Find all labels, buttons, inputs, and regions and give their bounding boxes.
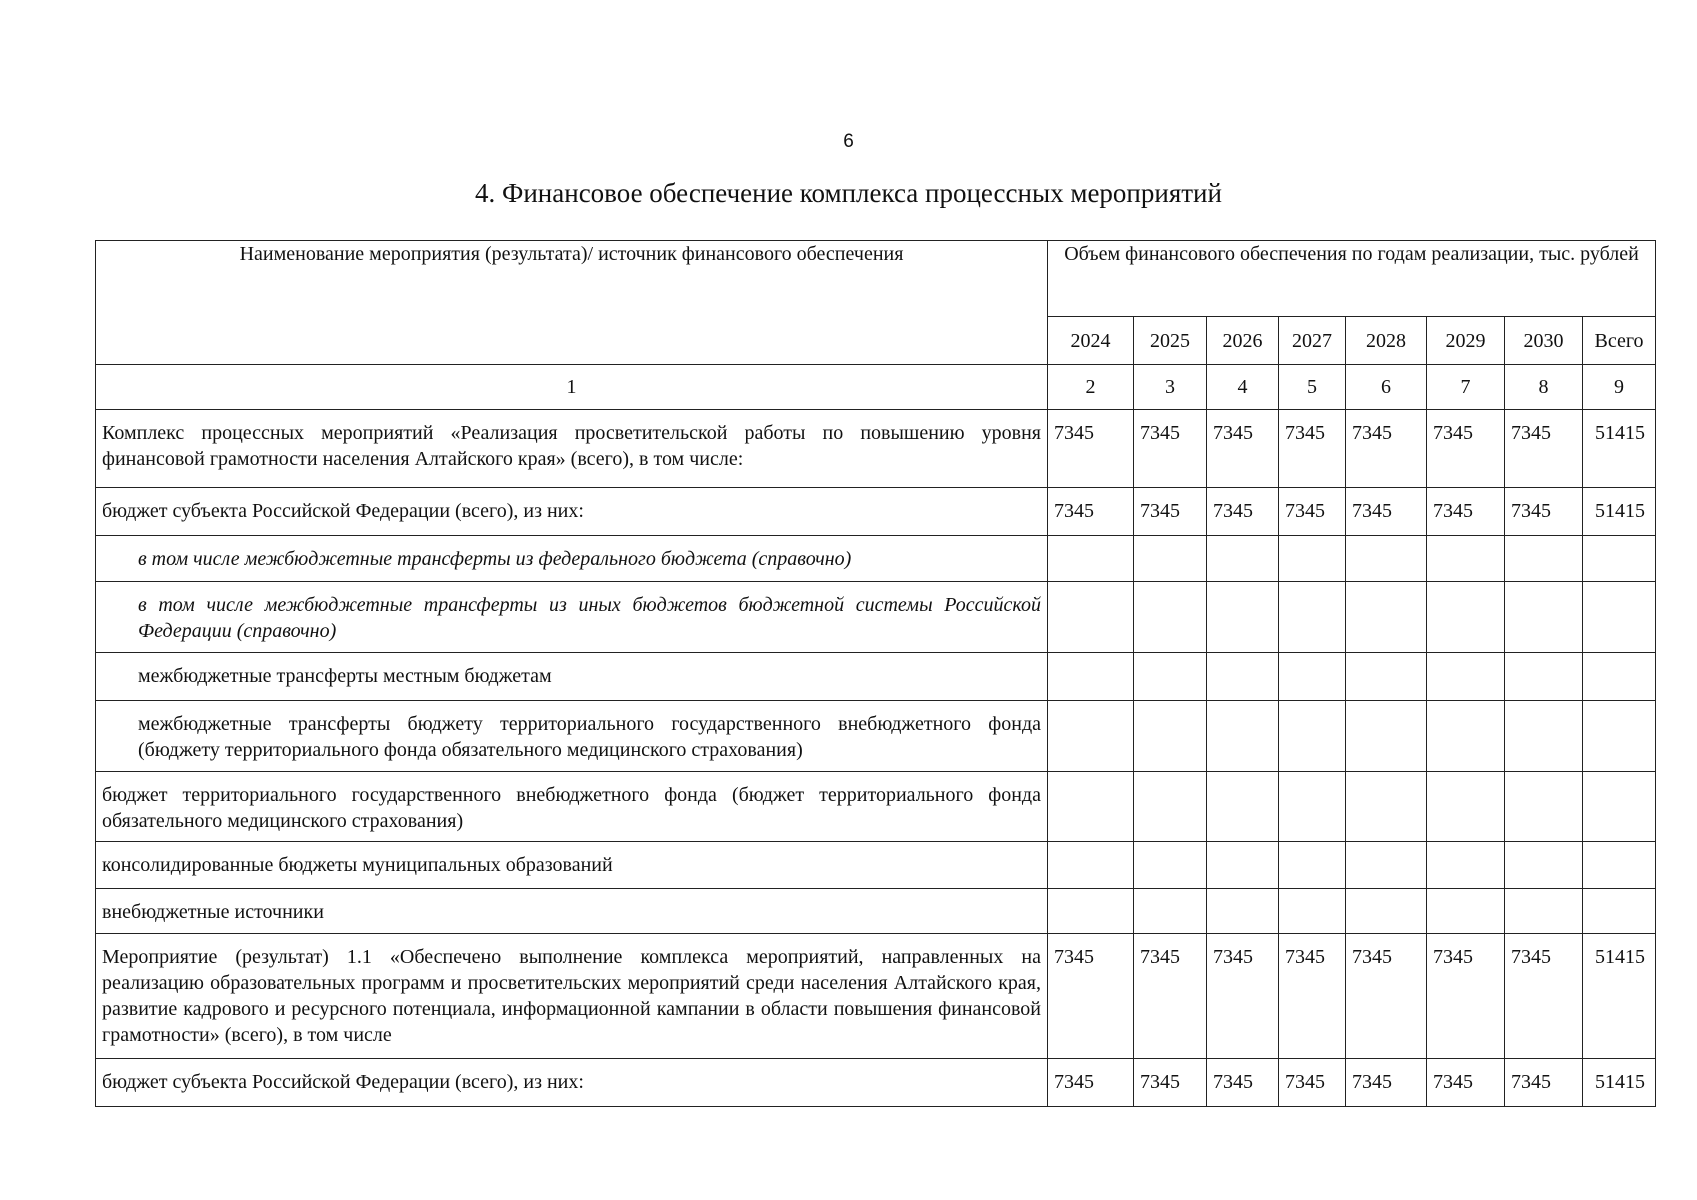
column-number: 7 — [1427, 365, 1505, 410]
row-name-cell: межбюджетные трансферты бюджету территориального государственного внебюджетного фонда (бюджету территориального фонда обязательного медицинского страхования) — [96, 701, 1048, 772]
table-row — [96, 582, 1656, 653]
year-value-cell — [1207, 772, 1279, 842]
year-value-cell: 7345 — [1505, 488, 1583, 536]
year-value-cell — [1207, 653, 1279, 701]
year-value-cell — [1134, 842, 1207, 889]
year-value-cell: 7345 — [1427, 488, 1505, 536]
year-value-cell: 7345 — [1505, 934, 1583, 1059]
year-value-cell — [1279, 842, 1346, 889]
year-header: 2027 — [1279, 317, 1346, 365]
year-value-cell — [1346, 772, 1427, 842]
year-value-cell — [1427, 582, 1505, 653]
table-row — [96, 842, 1656, 889]
row-name-cell: в том числе межбюджетные трансферты из иных бюджетов бюджетной системы Российской Федерации (справочно) — [96, 582, 1048, 653]
year-value-cell — [1505, 889, 1583, 934]
year-value-cell: 7345 — [1346, 934, 1427, 1059]
year-value-cell — [1346, 842, 1427, 889]
year-value-cell — [1048, 536, 1134, 582]
year-value-cell — [1207, 842, 1279, 889]
year-value-cell — [1505, 582, 1583, 653]
year-value-cell — [1505, 701, 1583, 772]
year-value-cell — [1427, 701, 1505, 772]
year-value-cell: 7345 — [1346, 410, 1427, 488]
table-row — [96, 772, 1656, 842]
year-value-cell — [1505, 536, 1583, 582]
table-row — [96, 701, 1656, 772]
year-value-cell: 7345 — [1279, 1059, 1346, 1107]
year-value-cell: 7345 — [1279, 934, 1346, 1059]
column-number: 3 — [1134, 365, 1207, 410]
year-value-cell: 7345 — [1048, 488, 1134, 536]
year-value-cell: 7345 — [1048, 410, 1134, 488]
total-value-cell: 51415 — [1583, 410, 1656, 488]
row-name-cell: бюджет субъекта Российской Федерации (всего), из них: — [96, 1059, 1048, 1107]
year-value-cell — [1134, 889, 1207, 934]
year-value-cell: 7345 — [1207, 488, 1279, 536]
year-value-cell — [1134, 582, 1207, 653]
total-value-cell — [1583, 772, 1656, 842]
column-number: 9 — [1583, 365, 1656, 410]
row-name-cell: межбюджетные трансферты местным бюджетам — [96, 653, 1048, 701]
column-number: 1 — [96, 365, 1048, 410]
year-value-cell — [1134, 772, 1207, 842]
year-value-cell — [1346, 701, 1427, 772]
year-value-cell — [1346, 536, 1427, 582]
year-value-cell — [1048, 842, 1134, 889]
year-value-cell — [1207, 701, 1279, 772]
year-value-cell: 7345 — [1427, 934, 1505, 1059]
year-value-cell: 7345 — [1134, 410, 1207, 488]
year-value-cell: 7345 — [1207, 1059, 1279, 1107]
year-value-cell — [1427, 772, 1505, 842]
year-value-cell: 7345 — [1048, 1059, 1134, 1107]
row-name-cell: бюджет территориального государственного внебюджетного фонда (бюджет территориального фонда обязательного медицинского страхования) — [96, 772, 1048, 842]
year-value-cell — [1279, 653, 1346, 701]
year-value-cell — [1346, 582, 1427, 653]
total-value-cell — [1583, 842, 1656, 889]
row-name-cell: внебюджетные источники — [96, 889, 1048, 934]
year-header: 2024 — [1048, 317, 1134, 365]
total-value-cell — [1583, 582, 1656, 653]
row-name-cell: консолидированные бюджеты муниципальных образований — [96, 842, 1048, 889]
year-header: 2025 — [1134, 317, 1207, 365]
table-row — [96, 488, 1656, 536]
total-header: Всего — [1583, 317, 1656, 365]
financing-table — [95, 240, 1656, 1107]
year-value-cell — [1427, 653, 1505, 701]
year-value-cell: 7345 — [1134, 1059, 1207, 1107]
table-row — [96, 934, 1656, 1059]
table-row — [96, 653, 1656, 701]
year-value-cell — [1279, 536, 1346, 582]
column-number: 2 — [1048, 365, 1134, 410]
year-value-cell — [1427, 536, 1505, 582]
year-value-cell — [1134, 701, 1207, 772]
year-value-cell: 7345 — [1207, 934, 1279, 1059]
year-value-cell — [1207, 582, 1279, 653]
year-value-cell — [1048, 701, 1134, 772]
column-number: 5 — [1279, 365, 1346, 410]
total-value-cell: 51415 — [1583, 488, 1656, 536]
year-value-cell — [1048, 582, 1134, 653]
row-name-cell: Комплекс процессных мероприятий «Реализация просветительской работы по повышению уровня финансовой грамотности населения Алтайского края» (всего), в том числе: — [96, 410, 1048, 488]
table-row — [96, 1059, 1656, 1107]
year-value-cell — [1427, 842, 1505, 889]
year-value-cell: 7345 — [1346, 488, 1427, 536]
header-name-cell: Наименование мероприятия (результата)/ источник финансового обеспечения — [96, 241, 1048, 365]
year-value-cell — [1346, 653, 1427, 701]
year-value-cell: 7345 — [1134, 934, 1207, 1059]
year-value-cell: 7345 — [1048, 934, 1134, 1059]
year-value-cell — [1505, 842, 1583, 889]
year-value-cell — [1505, 653, 1583, 701]
year-value-cell — [1134, 536, 1207, 582]
year-value-cell: 7345 — [1134, 488, 1207, 536]
row-name-cell: Мероприятие (результат) 1.1 «Обеспечено выполнение комплекса мероприятий, направленных на реализацию образовательных программ и просветительских мероприятий среди населения Алтайского края, развитие кадрового и ресурсного потенциала, информационной кампании в области повышения финансовой грамотности» (всего), в том числе — [96, 934, 1048, 1059]
year-value-cell: 7345 — [1279, 410, 1346, 488]
year-value-cell — [1134, 653, 1207, 701]
total-value-cell — [1583, 889, 1656, 934]
year-value-cell — [1048, 653, 1134, 701]
year-value-cell: 7345 — [1346, 1059, 1427, 1107]
row-name-cell: в том числе межбюджетные трансферты из федерального бюджета (справочно) — [96, 536, 1048, 582]
year-value-cell — [1279, 582, 1346, 653]
total-value-cell — [1583, 653, 1656, 701]
year-value-cell: 7345 — [1427, 410, 1505, 488]
table-row — [96, 536, 1656, 582]
row-name-cell: бюджет субъекта Российской Федерации (всего), из них: — [96, 488, 1048, 536]
total-value-cell — [1583, 536, 1656, 582]
year-value-cell — [1346, 889, 1427, 934]
column-number: 6 — [1346, 365, 1427, 410]
column-number: 8 — [1505, 365, 1583, 410]
year-value-cell — [1207, 889, 1279, 934]
year-value-cell — [1048, 889, 1134, 934]
page-number: 6 — [843, 131, 854, 152]
year-value-cell: 7345 — [1427, 1059, 1505, 1107]
year-value-cell: 7345 — [1505, 410, 1583, 488]
total-value-cell: 51415 — [1583, 1059, 1656, 1107]
year-value-cell — [1279, 772, 1346, 842]
table-row — [96, 889, 1656, 934]
year-value-cell: 7345 — [1505, 1059, 1583, 1107]
total-value-cell — [1583, 701, 1656, 772]
year-value-cell — [1505, 772, 1583, 842]
year-header: 2026 — [1207, 317, 1279, 365]
year-value-cell: 7345 — [1279, 488, 1346, 536]
header-volume-cell: Объем финансового обеспечения по годам реализации, тыс. рублей — [1048, 241, 1656, 317]
section-title: 4. Финансовое обеспечение комплекса процессных мероприятий — [475, 178, 1222, 208]
year-value-cell — [1207, 536, 1279, 582]
year-header: 2030 — [1505, 317, 1583, 365]
total-value-cell: 51415 — [1583, 934, 1656, 1059]
table-row — [96, 410, 1656, 488]
year-value-cell: 7345 — [1207, 410, 1279, 488]
year-value-cell — [1427, 889, 1505, 934]
year-header: 2029 — [1427, 317, 1505, 365]
column-number: 4 — [1207, 365, 1279, 410]
year-value-cell — [1279, 701, 1346, 772]
year-header: 2028 — [1346, 317, 1427, 365]
year-value-cell — [1048, 772, 1134, 842]
year-value-cell — [1279, 889, 1346, 934]
